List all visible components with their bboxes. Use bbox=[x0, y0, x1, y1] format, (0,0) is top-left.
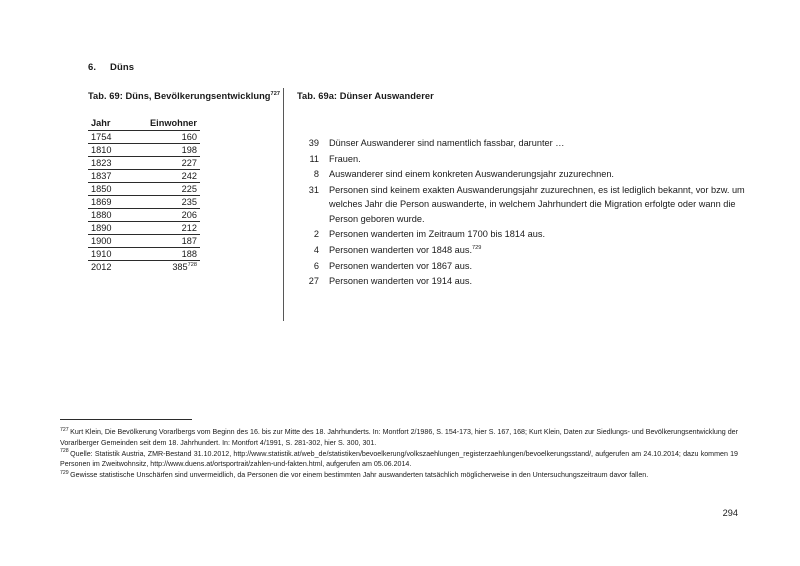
table-row bbox=[88, 170, 200, 183]
list-item-label: Personen wanderten vor 1848 aus. bbox=[329, 244, 473, 255]
column-header-population: Einwohner bbox=[125, 117, 200, 131]
list-item-count: 2 bbox=[313, 229, 319, 240]
cell-year: 1823 bbox=[88, 157, 125, 170]
table-row bbox=[88, 261, 200, 274]
list-item bbox=[297, 152, 747, 166]
cell-population-value: 188 bbox=[181, 249, 197, 259]
list-item bbox=[297, 227, 747, 241]
footnote bbox=[60, 449, 738, 470]
table-row bbox=[88, 196, 200, 209]
table-left-caption-footnote-marker: 727 bbox=[270, 90, 281, 97]
cell-population bbox=[125, 196, 200, 209]
cell-population bbox=[125, 170, 200, 183]
cell-population bbox=[125, 131, 200, 144]
cell-population bbox=[125, 235, 200, 248]
table-row bbox=[88, 144, 200, 157]
cell-year: 1880 bbox=[88, 209, 125, 222]
list-item-count: 8 bbox=[313, 169, 319, 180]
footnote-text: Kurt Klein, Die Bevölkerung Vorarlbergs vom Beginn des 16. bis zur Mitte des 18. Jahrhunderts. In: Montfort 2/1986, S. 154-173, hier S. 167, 168; Kurt Klein, Daten zur Siedlungs- und Bevölkerungsentwicklung der Vorarlberger Gemeinden seit dem 18. Jahrhundert. In: Montfort 4/1991, S. 281-302, hier S. 300, 301. bbox=[60, 428, 738, 447]
cell-year: 1850 bbox=[88, 183, 125, 196]
cell-population bbox=[125, 222, 200, 235]
cell-year: 1900 bbox=[88, 235, 125, 248]
list-item-label: Auswanderer sind einem konkreten Auswanderungsjahr zuzurechnen. bbox=[329, 169, 614, 180]
column-divider bbox=[283, 88, 284, 321]
cell-population-value: 160 bbox=[181, 132, 197, 142]
list-item-footnote-marker: 729 bbox=[472, 244, 482, 251]
list-item-label: Personen sind keinem exakten Auswanderungsjahr zuzurechnen, es ist lediglich bekannt, vor bzw. um welches Jahr die Person auswanderte, in welchem Jahrhundert die Migration erfolgte oder wann die Person geboren wurde. bbox=[329, 185, 745, 224]
cell-population-value: 227 bbox=[181, 158, 197, 168]
page-number: 294 bbox=[722, 508, 738, 518]
list-item-text bbox=[329, 167, 747, 181]
population-table-body bbox=[88, 131, 200, 274]
list-item-label: Dünser Auswanderer sind namentlich fassbar, darunter … bbox=[329, 138, 565, 148]
cell-year: 1890 bbox=[88, 222, 125, 235]
table-row bbox=[88, 183, 200, 196]
cell-footnote-marker: 728 bbox=[187, 261, 197, 268]
list-item-count: 27 bbox=[308, 276, 319, 287]
table-row bbox=[88, 222, 200, 235]
population-table-head bbox=[88, 117, 200, 131]
cell-population-value: 198 bbox=[181, 145, 197, 155]
list-item-text bbox=[329, 259, 747, 273]
footnote-text: Quelle: Statistik Austria, ZMR-Bestand 31.10.2012, http://www.statistik.at/web_de/statistiken/bevoelkerung/volkszaehlungen_registerzaehlungen/bevoelkerungsstand/, aufgerufen am 24.10.2014; dazu kommen 19 Personen im Zweitwohnsitz, http://www.duens.at/ortsportrait/zahlen-und-fakten.html, aufgerufen am 05.06.2014. bbox=[60, 449, 738, 468]
list-item bbox=[297, 167, 747, 181]
cell-population bbox=[125, 144, 200, 157]
cell-population bbox=[125, 183, 200, 196]
cell-year: 1910 bbox=[88, 248, 125, 261]
cell-year: 1837 bbox=[88, 170, 125, 183]
cell-year: 1869 bbox=[88, 196, 125, 209]
list-item bbox=[297, 243, 747, 257]
list-item-count: 11 bbox=[309, 153, 319, 164]
cell-population-value: 206 bbox=[181, 210, 197, 220]
table-left-caption bbox=[88, 91, 280, 101]
list-item-text bbox=[329, 274, 747, 288]
section-heading bbox=[88, 62, 134, 73]
cell-year: 2012 bbox=[91, 262, 112, 272]
list-item-count: 31 bbox=[308, 185, 319, 196]
cell-population bbox=[125, 248, 200, 261]
table-row bbox=[88, 235, 200, 248]
population-table bbox=[88, 117, 200, 273]
table-row bbox=[88, 209, 200, 222]
footnote-number: 727 bbox=[60, 426, 69, 433]
footnote-number: 728 bbox=[60, 448, 69, 455]
footnote-number: 729 bbox=[60, 469, 69, 476]
footnotes-block bbox=[60, 427, 738, 481]
table-right-caption: Tab. 69a: Dünser Auswanderer bbox=[297, 91, 434, 101]
footnote bbox=[60, 427, 738, 448]
emigration-list bbox=[297, 136, 747, 290]
cell-population-value: 385 bbox=[172, 262, 188, 272]
list-item-label: Personen wanderten vor 1914 aus. bbox=[329, 276, 473, 287]
list-item bbox=[297, 183, 747, 226]
cell-population bbox=[125, 261, 200, 274]
cell-population-value: 235 bbox=[181, 197, 197, 207]
list-item-label: Personen wanderten im Zeitraum 1700 bis 1814 aus. bbox=[329, 229, 546, 240]
list-item-text bbox=[329, 136, 747, 150]
list-item-label: Frauen. bbox=[329, 153, 361, 164]
list-item bbox=[297, 259, 747, 273]
cell-year: 1810 bbox=[88, 144, 125, 157]
footnote-separator bbox=[60, 419, 192, 420]
cell-population bbox=[125, 157, 200, 170]
table-left-caption-text: Tab. 69: Düns, Bevölkerungsentwicklung bbox=[88, 91, 271, 101]
list-item-text bbox=[329, 152, 747, 166]
cell-year: 1754 bbox=[88, 131, 125, 144]
section-number: 6. bbox=[88, 62, 97, 73]
column-header-year: Jahr bbox=[88, 117, 125, 131]
footnote bbox=[60, 470, 738, 481]
list-item-text bbox=[329, 243, 747, 257]
list-item-text bbox=[329, 227, 747, 241]
table-row bbox=[88, 131, 200, 144]
table-header-row bbox=[88, 117, 200, 131]
list-item bbox=[297, 136, 747, 150]
cell-population bbox=[125, 209, 200, 222]
list-item bbox=[297, 274, 747, 288]
table-row bbox=[88, 248, 200, 261]
footnote-text: Gewisse statistische Unschärfen sind unvermeidlich, da Personen die vor einem bestimmten Jahr auswanderten tatsächlich möglicherweise in den Untersuchungszeitraum davor fallen. bbox=[70, 471, 649, 479]
list-item-label: Personen wanderten vor 1867 aus. bbox=[329, 260, 473, 271]
cell-population-value: 225 bbox=[181, 184, 197, 194]
section-title: Düns bbox=[110, 62, 135, 73]
cell-population-value: 212 bbox=[181, 223, 197, 233]
cell-population-value: 242 bbox=[181, 171, 197, 181]
table-row bbox=[88, 157, 200, 170]
cell-population-value: 187 bbox=[181, 236, 197, 246]
list-item-count: 4 bbox=[313, 244, 319, 255]
list-item-text bbox=[329, 183, 747, 226]
list-item-count: 6 bbox=[313, 260, 319, 271]
list-item-count: 39 bbox=[308, 138, 319, 148]
